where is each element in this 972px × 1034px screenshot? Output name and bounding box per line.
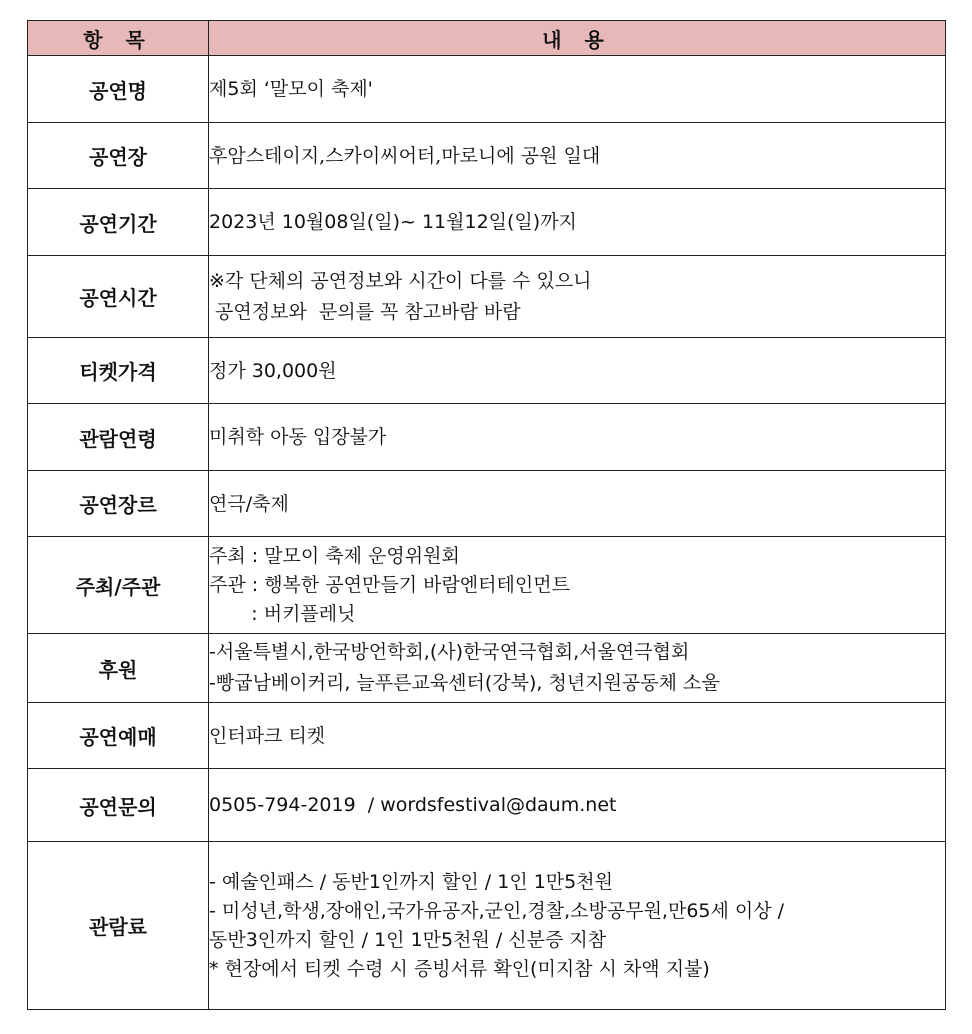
table-row xyxy=(28,471,946,537)
value-line: - 미성년,학생,장애인,국가유공자,군인,경찰,소방공무원,만65세 이상 / xyxy=(209,899,785,922)
row-value xyxy=(209,338,946,404)
value-line: 연극/축제 xyxy=(209,492,289,515)
row-label: 공연예매 xyxy=(28,703,209,769)
value-line: - 예술인패스 / 동반1인까지 할인 / 1인 1만5천원 xyxy=(209,870,613,893)
row-label: 공연장 xyxy=(28,123,209,189)
row-label: 관람연령 xyxy=(28,404,209,471)
table-row xyxy=(28,123,946,189)
value-line: 정가 30,000원 xyxy=(209,359,337,382)
row-value xyxy=(209,256,946,338)
row-value xyxy=(209,703,946,769)
row-label: 공연장르 xyxy=(28,471,209,537)
table-row xyxy=(28,634,946,703)
value-line: 동반3인까지 할인 / 1인 1만5천원 / 신분증 지참 xyxy=(209,928,607,951)
value-line: 주최 : 말모이 축제 운영위원회 xyxy=(209,544,460,567)
row-value xyxy=(209,842,946,1010)
row-label: 관람료 xyxy=(28,842,209,1010)
info-table xyxy=(27,20,946,1010)
value-line: 미취학 아동 입장불가 xyxy=(209,426,387,448)
table-row xyxy=(28,404,946,471)
header-row xyxy=(28,21,946,56)
value-line: 인터파크 티켓 xyxy=(209,724,326,747)
value-line: 후암스테이지,스카이씨어터,마로니에 공원 일대 xyxy=(209,144,601,167)
header-content: 내 용 xyxy=(209,21,946,56)
row-value xyxy=(209,634,946,703)
value-line: ※각 단체의 공연정보와 시간이 다를 수 있으니 xyxy=(209,269,592,292)
table-row xyxy=(28,769,946,842)
value-line: 2023년 10월08일(일)~ 11월12일(일)까지 xyxy=(209,211,577,233)
row-label: 후원 xyxy=(28,634,209,703)
table-row xyxy=(28,842,946,1010)
value-line: -빵굽남베이커리, 늘푸른교육센터(강북), 청년지원공동체 소울 xyxy=(209,672,720,694)
value-line: -서울특별시,한국방언학회,(사)한국연극협회,서울연극협회 xyxy=(209,641,690,663)
value-line: 주관 : 행복한 공연만들기 바람엔터테인먼트 xyxy=(209,573,570,596)
table-row xyxy=(28,56,946,123)
row-label: 공연문의 xyxy=(28,769,209,842)
row-label: 공연기간 xyxy=(28,189,209,256)
header-item: 항 목 xyxy=(28,21,209,56)
table-row xyxy=(28,537,946,634)
row-value xyxy=(209,537,946,634)
table-row xyxy=(28,338,946,404)
row-value xyxy=(209,123,946,189)
value-line: 0505-794-2019 / wordsfestival@daum.net xyxy=(209,794,617,816)
row-label: 공연명 xyxy=(28,56,209,123)
table-row xyxy=(28,703,946,769)
row-value xyxy=(209,404,946,471)
row-label: 티켓가격 xyxy=(28,338,209,404)
row-value xyxy=(209,189,946,256)
row-value xyxy=(209,471,946,537)
value-line: 공연정보와 문의를 꼭 참고바람 바람 xyxy=(209,300,521,323)
table-row xyxy=(28,189,946,256)
row-label: 주최/주관 xyxy=(28,537,209,634)
value-line: * 현장에서 티켓 수령 시 증빙서류 확인(미지참 시 차액 지불) xyxy=(209,957,710,980)
value-line: 제5회 ‘말모이 축제' xyxy=(209,78,373,100)
value-line: : 버키플레닛 xyxy=(209,602,356,625)
row-value xyxy=(209,769,946,842)
row-label: 공연시간 xyxy=(28,256,209,338)
row-value xyxy=(209,56,946,123)
table-row xyxy=(28,256,946,338)
